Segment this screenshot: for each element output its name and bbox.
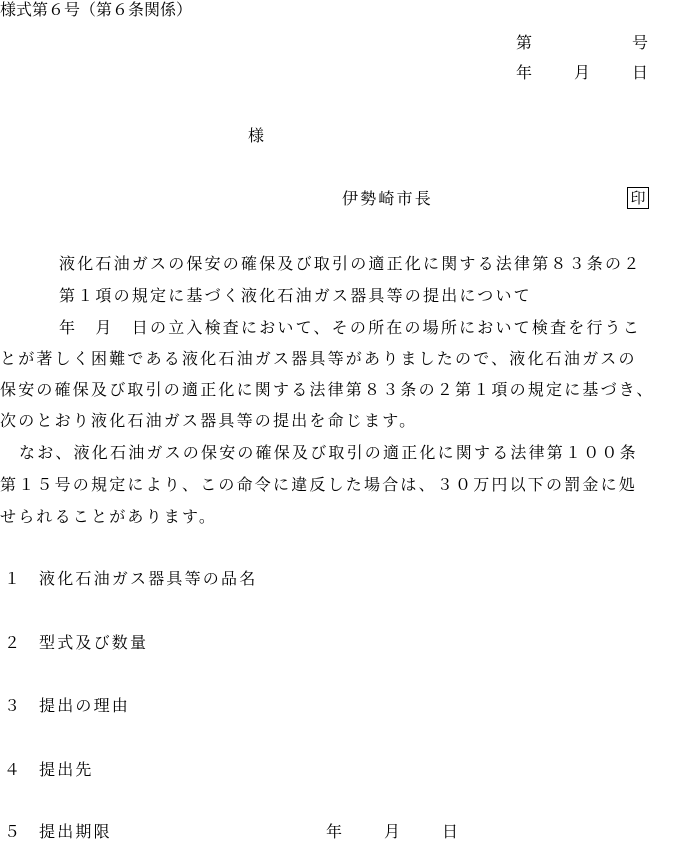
body-line: 保安の確保及び取引の適正化に関する法律第８３条の２第１項の規定に基づき、 xyxy=(0,380,655,399)
doc-number-suffix: 号 xyxy=(632,33,649,52)
item-label: 提出期限 xyxy=(39,822,112,841)
issue-date-year: 年 xyxy=(516,63,533,82)
deadline-year: 年 xyxy=(326,822,343,841)
doc-number-prefix: 第 xyxy=(516,33,533,52)
subject-line-1: 液化石油ガスの保安の確保及び取引の適正化に関する法律第８３条の２ xyxy=(59,254,642,273)
item-label: 液化石油ガス器具等の品名 xyxy=(39,569,258,588)
body-line: 第１５号の規定により、この命令に違反した場合は、３０万円以下の罰金に処 xyxy=(0,475,638,494)
form-header: 様式第６号（第６条関係） xyxy=(0,0,193,19)
subject-line-2: 第１項の規定に基づく液化石油ガス器具等の提出について xyxy=(59,286,532,305)
item-number: ２ xyxy=(4,633,21,652)
body-line: 次のとおり液化石油ガス器具等の提出を命じます。 xyxy=(0,411,418,430)
item-number: ５ xyxy=(4,822,21,841)
sender-name: 伊勢崎市長 xyxy=(342,189,434,208)
body-line: とが著しく困難である液化石油ガス器具等がありましたので、液化石油ガスの xyxy=(0,349,637,368)
item-number: ３ xyxy=(4,696,21,715)
item-number: １ xyxy=(4,569,21,588)
seal-stamp: 印 xyxy=(627,187,649,209)
addressee-suffix: 様 xyxy=(248,126,265,145)
issue-date-day: 日 xyxy=(632,63,649,82)
item-label: 提出の理由 xyxy=(39,696,131,715)
item-number: ４ xyxy=(4,760,21,779)
body-line: 年 月 日の立入検査において、その所在の場所において検査を行うこ xyxy=(59,318,642,337)
body-line: せられることがあります。 xyxy=(0,507,218,526)
item-label: 型式及び数量 xyxy=(39,633,149,652)
deadline-day: 日 xyxy=(442,822,459,841)
item-label: 提出先 xyxy=(39,760,94,779)
issue-date-month: 月 xyxy=(574,63,591,82)
body-line: なお、液化石油ガスの保安の確保及び取引の適正化に関する法律第１００条 xyxy=(19,443,638,462)
deadline-month: 月 xyxy=(384,822,401,841)
